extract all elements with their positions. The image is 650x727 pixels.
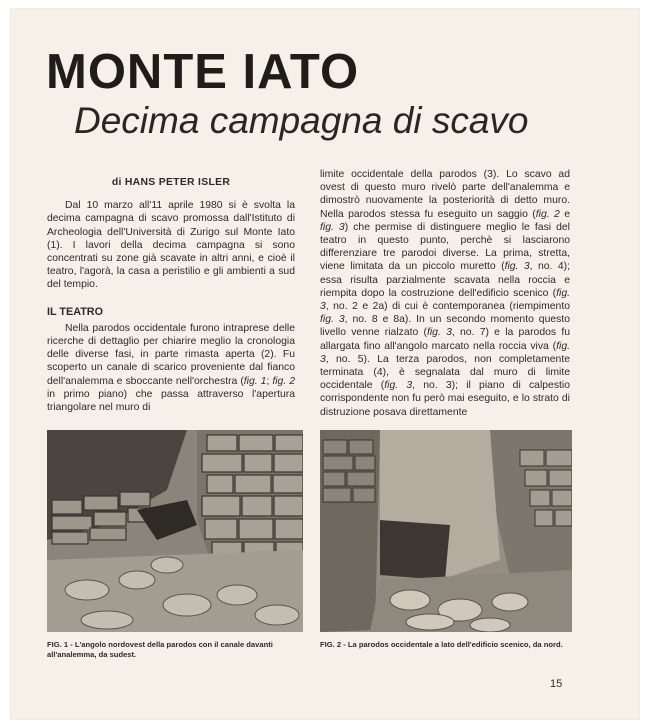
figure-reference: fig. 3 (320, 314, 345, 326)
section-heading: IL TEATRO (47, 305, 103, 318)
author-byline: di HANS PETER ISLER (111, 177, 231, 188)
figure-2-photo (320, 430, 572, 632)
page-number: 15 (550, 678, 563, 690)
article-title: MONTE IATO (46, 45, 360, 99)
article-subtitle: Decima campagna di scavo (74, 100, 529, 141)
figure-reference: fig. 2 (272, 375, 296, 387)
teatro-paragraph: Nella parodos occidentale furono intraprese delle ricerche di dettaglio per chiarire meglio la cronologia delle diverse fasi, in parte rimasta aperta (2). Fu scoperto un canale di scarico proveniente dal fianco dell'analemma e sboccante nell'orchestra (fig. 1; fig. 2 in primo piano) che passa attraverso l'apertura triangolare nel muro di (47, 322, 296, 414)
figure-reference: fig. 3 (384, 380, 413, 392)
parodos-paragraph: limite occidentale della parodos (3). Lo scavo ad ovest di questo muro rivelò parte dell'analemma e dimostrò nuovamente la posteriorità di detto muro. Nella parodos stessa fu eseguito un saggio (fig. 2 e fig. 3) che permise di distinguere meglio le fasi del teatro in questo punto, perchè si lasciarono differenziare tre parodoi diverse. La prima, stretta, viene limitata da un piccolo muretto (fig. 3, no. 4); essa risulta parzialmente scavata nella roccia e riempita dopo la costruzione dell'edificio scenico (fig. 3, no. 2 e 2a) di cui è contemporanea (riempimento fig. 3, no. 8 e 8a). In un secondo momento questo livello venne rialzato (fig. 3, no. 7) e la parodos fu allargata fino all'angolo marcato nella roccia viva (fig. 3, no. 5). La terza parodos, non completamente terminata (4), è segnalata dal muro di limite occidentale (fig. 3, no. 3); il piano di calpestio corrispondente non fu però mai eseguito, e lo strato di distruzione posava direttamente (320, 169, 571, 418)
figure-reference: fig. 1 (243, 375, 267, 387)
figure-reference: fig. 3 (504, 261, 530, 273)
text-column-right (320, 168, 570, 429)
figure-reference: fig. 3 (426, 327, 452, 339)
figure-1-photo (47, 430, 303, 632)
figure-reference: fig. 3 (320, 221, 345, 233)
figure-2-caption: FIG. 2 - La parodos occidentale a lato dell'edificio scenico, da nord. (320, 640, 563, 649)
figure-reference: fig. 3 (320, 287, 570, 313)
intro-paragraph: Dal 10 marzo all'11 aprile 1980 si è svolta la decima campagna di scavo promossa dall'Istituto di Archeologia dell'Università di Zurigo sul Monte Iato (1). I lavori della decima campagna si sono concentrati su zone già scavate in altri anni, e cioè il teatro, l'agorà, la casa a peristilio e gli ambienti a sud del tempio. (47, 200, 295, 291)
figure-1-caption: FIG. 1 - L'angolo nordovest della parodos con il canale davanti all'analemma, da sudest. (47, 640, 273, 659)
figure-reference: fig. 3 (320, 340, 570, 365)
figure-reference: fig. 2 (535, 208, 560, 220)
text-column-left (47, 168, 295, 424)
